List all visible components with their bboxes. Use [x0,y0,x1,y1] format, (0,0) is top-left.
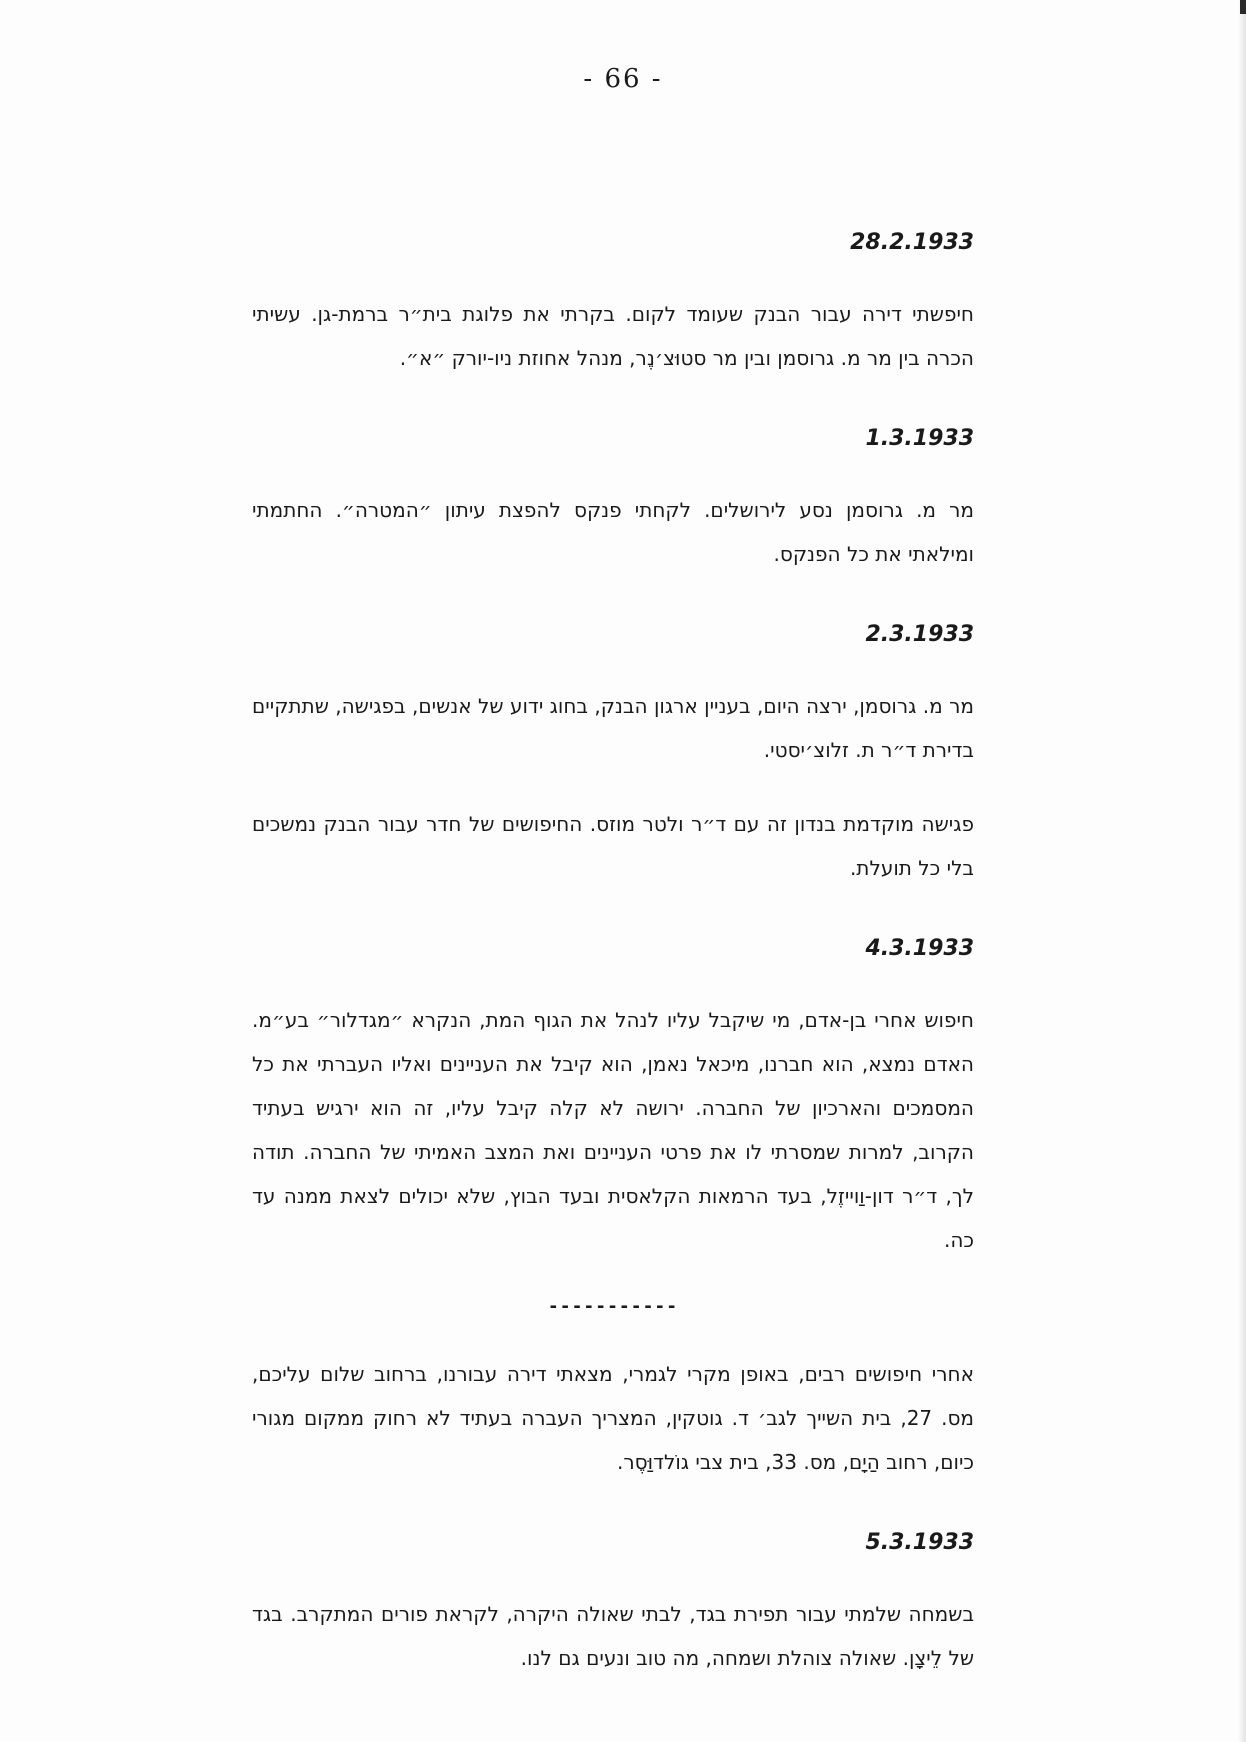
entry-paragraph: חיפשתי דירה עבור הבנק שעומד לקום. בקרתי את פלוגת בית״ר ברמת-גן. עשיתי הכרה בין מר מ. גרוסמן ובין מר סטוּצ׳נֶר, מנהל אחוזת ניו-יורק ״א״. [252,302,974,370]
entry-paragraph: בשמחה שלמתי עבור תפירת בגד, לבתי שאולה היקרה, לקראת פורים המתקרב. בגד של לֵיצָן. שאולה צוהלת ושמחה, מה טוב ונעים גם לנו. [252,1602,974,1670]
entry-paragraph: פגישה מוקדמת בנדון זה עם ד״ר ולטר מוזס. החיפושים של חדר עבור הבנק נמשכים בלי כל תועלת. [252,812,974,880]
diary-content [252,228,974,1680]
entry-date: 1.3.1933 [865,426,974,451]
entry-paragraph: חיפוש אחרי בן-אדם, מי שיקבל עליו לנהל את הגוף המת, הנקרא ״מגדלור״ בע״מ. האדם נמצא, הוא חברנו, מיכאל נאמן, הוא קיבל את העניינים ואליו העברתי את כל המסמכים והארכיון של החברה. ירושה לא קלה קיבל עליו, זה הוא ירגיש בעתיד הקרוב, למרות שמסרתי לו את פרטי העניינים ואת המצב האמיתי של החברה. תודה לך, ד״ר דון-וַוייזֶל, בעד הרמאות הקלאסית ובעד הבוץ, שלא יכולים לצאת ממנה עד כה. [252,1008,974,1252]
entry-paragraph: מר מ. גרוסמן נסע לירושלים. לקחתי פנקס להפצת עיתון ״המטרה״. החתמתי ומילאתי את כל הפנקס. [252,498,974,566]
page-number: - 66 - [583,64,663,94]
entry-date: 28.2.1933 [850,230,974,255]
scan-corner-mark [1240,0,1246,14]
entry-date: 5.3.1933 [865,1530,974,1555]
entry-paragraph: מר מ. גרוסמן, ירצה היום, בעניין ארגון הבנק, בחוג ידוע של אנשים, בפגישה, שתתקיים בדירת ד״ר ת. זלוצ׳יסטי. [252,694,974,762]
entry-date: 2.3.1933 [865,622,974,647]
entry-date: 4.3.1933 [865,936,974,961]
page-edge-shadow [1238,0,1246,1742]
section-separator: ----------- [547,1296,679,1317]
entry-paragraph: אחרי חיפושים רבים, באופן מקרי לגמרי, מצאתי דירה עבורנו, ברחוב שלום עליכם, מס. 27, בית השייך לגב׳ ד. גוטקין, המצריך העברה בעתיד לא רחוק ממקום מגורי כיום, רחוב הַיָם, מס. 33, בית צבי גוֹלדוַּסֶר. [252,1362,975,1474]
